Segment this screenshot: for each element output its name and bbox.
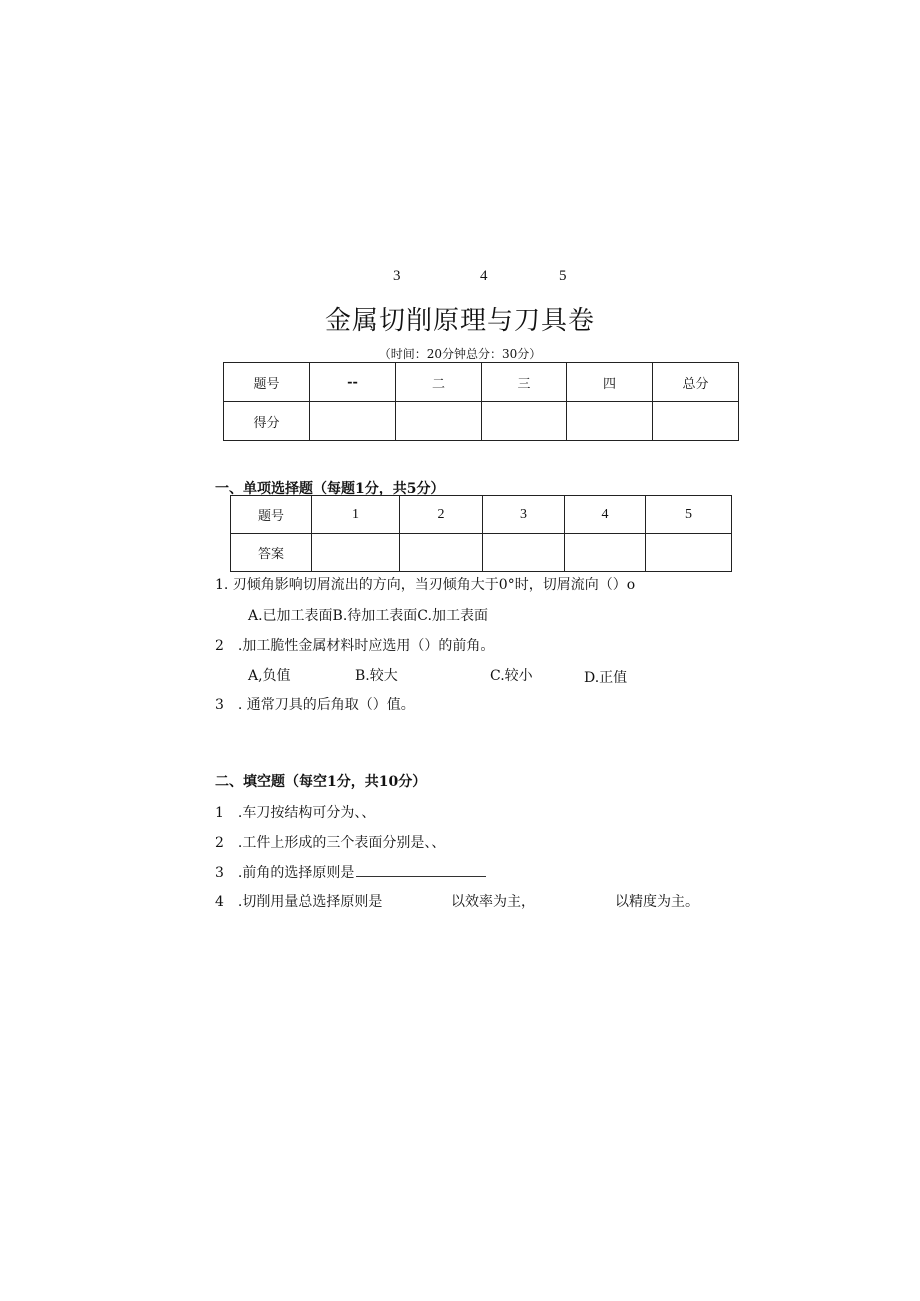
- question-text: 1. 刃倾角影响切屑流出的方向，当刃倾角大于0°时，切屑流向（）o: [215, 577, 636, 593]
- score-cell[interactable]: [310, 402, 396, 441]
- table-cell: 三: [482, 363, 567, 402]
- header-number: 4: [480, 268, 488, 284]
- answer-cell[interactable]: [646, 534, 732, 572]
- table-cell: 3: [483, 496, 565, 534]
- table-row: [224, 363, 739, 402]
- question-text: 3 . 通常刀具的后角取（）值。: [215, 697, 415, 713]
- table-cell: 答案: [231, 534, 312, 572]
- answer-table: [230, 495, 732, 572]
- table-cell: 1: [312, 496, 400, 534]
- question-text: 2 .加工脆性金属材料时应选用（）的前角。: [215, 638, 495, 654]
- table-cell: 总分: [653, 363, 739, 402]
- table-cell: --: [310, 363, 396, 402]
- section-heading: 一、单项选择题（每题1分，共5分）: [215, 481, 445, 497]
- table-cell: 2: [400, 496, 483, 534]
- score-cell[interactable]: [567, 402, 653, 441]
- question-text: 以精度为主。: [615, 894, 699, 910]
- table-cell: 二: [396, 363, 482, 402]
- section-heading: 二、填空题（每空1分，共10分）: [215, 774, 427, 790]
- answer-cell[interactable]: [312, 534, 400, 572]
- header-numbers: [0, 268, 920, 290]
- table-cell: 题号: [231, 496, 312, 534]
- table-row: [231, 534, 732, 572]
- answer-cell[interactable]: [483, 534, 565, 572]
- answer-cell[interactable]: [400, 534, 483, 572]
- score-cell[interactable]: [482, 402, 567, 441]
- table-cell: 5: [646, 496, 732, 534]
- score-cell[interactable]: [396, 402, 482, 441]
- question-text: 4 .切削用量总选择原则是: [215, 894, 383, 910]
- question-text: 2 .工件上形成的三个表面分别是、、: [215, 835, 446, 851]
- option-a: A,负值: [248, 668, 291, 684]
- question-text: 以效率为主，: [451, 894, 535, 910]
- question-text: 1 .车刀按结构可分为、、: [215, 805, 376, 821]
- option-d: D.正值: [584, 670, 628, 686]
- exam-info: （时间：20分钟总分：30分）: [378, 347, 542, 361]
- question-line: [215, 862, 486, 882]
- option-b: B.较大: [355, 668, 398, 684]
- score-cell[interactable]: [653, 402, 739, 441]
- answer-blank[interactable]: [356, 864, 486, 877]
- table-cell: 题号: [224, 363, 310, 402]
- answer-cell[interactable]: [565, 534, 646, 572]
- table-cell: 4: [565, 496, 646, 534]
- table-cell: 四: [567, 363, 653, 402]
- page-title: 金属切削原理与刀具卷: [324, 306, 595, 336]
- header-number: 3: [393, 268, 401, 284]
- option-c: C.较小: [490, 668, 533, 684]
- score-table: [223, 362, 739, 441]
- question-options: A.已加工表面B.待加工表面C.加工表面: [248, 608, 488, 624]
- table-row: [224, 402, 739, 441]
- question-text: 3 .前角的选择原则是: [215, 865, 355, 881]
- table-row: [231, 496, 732, 534]
- table-cell: 得分: [224, 402, 310, 441]
- header-number: 5: [559, 268, 567, 284]
